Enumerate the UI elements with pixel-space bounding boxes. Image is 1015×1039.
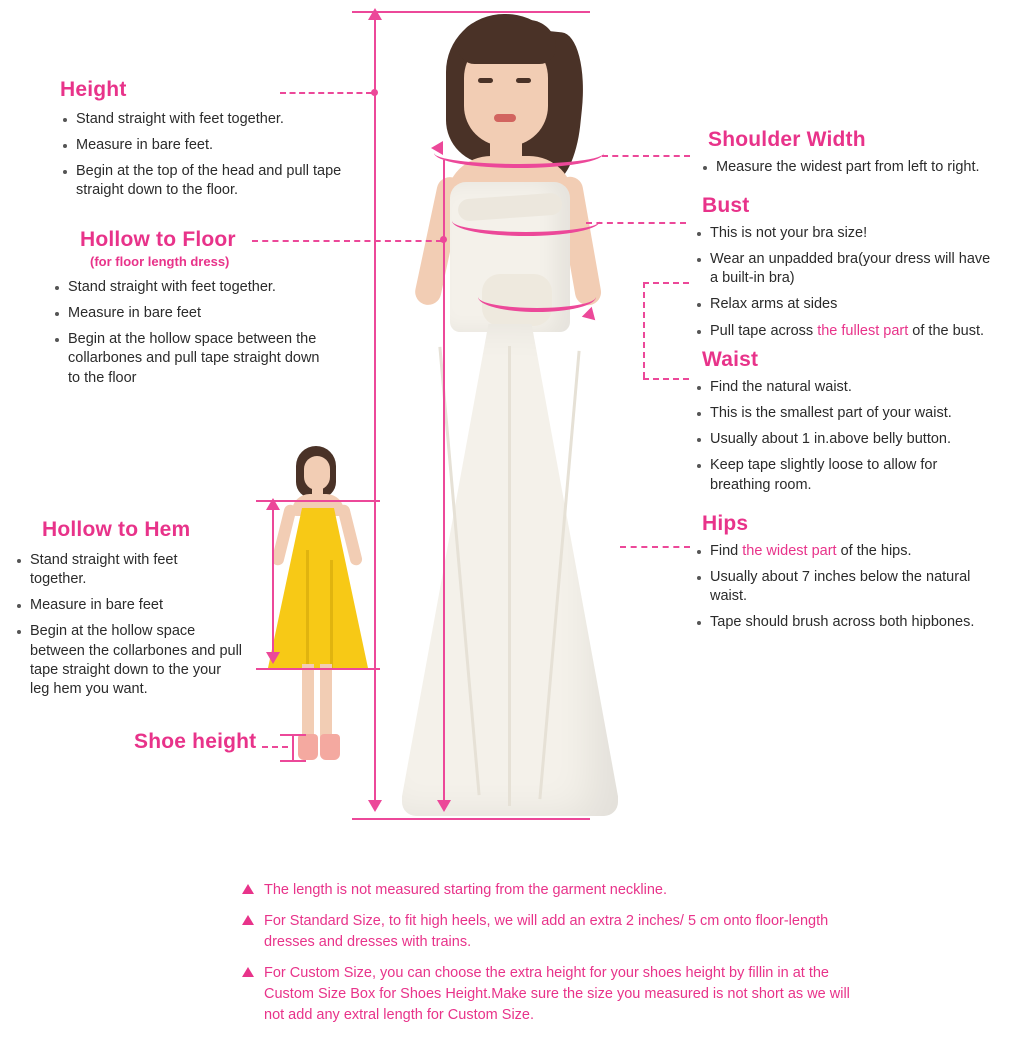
hollow-to-hem-bullets <box>14 551 264 699</box>
small-model-leg-left <box>302 664 314 738</box>
list-item: Begin at the top of the head and pull tape straight down to the floor. <box>60 162 360 200</box>
short-dress-model-figure <box>258 440 388 780</box>
bust-title: Bust <box>702 194 750 217</box>
hips-widest-pre: Find <box>710 543 743 559</box>
bust-fullest-pre: Pull tape across <box>710 322 818 339</box>
notes-section <box>242 880 862 1036</box>
small-model-dress-fold <box>330 560 333 668</box>
height-title: Height <box>60 78 127 101</box>
note-text: The length is not measured starting from the garment neckline. <box>264 882 667 898</box>
hollow-to-floor-bullets <box>52 278 348 388</box>
waist-leader-v <box>643 282 645 378</box>
list-item-hips-widest <box>694 542 1012 561</box>
height-section <box>60 78 360 208</box>
shoulder-width-band <box>434 138 604 168</box>
bride-model-figure <box>398 6 668 821</box>
hollow-to-hem-bottom-rule <box>256 668 380 670</box>
shoulder-leader <box>602 155 690 157</box>
small-model-dress-fold <box>306 550 309 668</box>
waist-bullets <box>694 378 1012 495</box>
bust-leader <box>586 222 686 224</box>
hips-leader <box>620 546 690 548</box>
small-model-shoe-right <box>320 734 340 760</box>
hips-bullets <box>694 542 1012 633</box>
hips-widest-highlight: the widest part <box>742 543 837 559</box>
list-item: Stand straight with feet together. <box>60 110 360 129</box>
warning-triangle-icon <box>242 967 254 977</box>
hips-widest-post: of the hips. <box>836 543 912 559</box>
list-item: Keep tape slightly loose to allow for breathing room. <box>694 456 980 494</box>
height-top-rule <box>352 11 590 13</box>
shoe-height-leader <box>262 746 288 748</box>
model-eye-left <box>478 78 493 83</box>
hollow-to-floor-subtitle: (for floor length dress) <box>90 254 230 269</box>
list-item: Stand straight with feet together. <box>14 551 212 589</box>
shoulder-width-bullets <box>700 158 1012 177</box>
model-eye-right <box>516 78 531 83</box>
waist-title: Waist <box>702 348 759 371</box>
list-item: Usually about 1 in.above belly button. <box>694 430 1012 449</box>
list-item: Stand straight with feet together. <box>52 278 348 297</box>
hips-section <box>694 512 1012 640</box>
hollow-to-floor-title: Hollow to Floor <box>80 228 236 251</box>
list-item: Usually about 7 inches below the natural waist. <box>694 568 1010 606</box>
warning-triangle-icon <box>242 884 254 894</box>
small-model-face <box>304 456 330 490</box>
note-text: For Custom Size, you can choose the extra height for your shoes height by fillin in at the Custom Size Box for Shoes Height.Make sure the size you measured is not short as we will not add any extral length for Custom Size. <box>264 965 850 1024</box>
list-item: Measure in bare feet <box>14 596 264 615</box>
list-item: Measure in bare feet <box>52 304 348 323</box>
list-item: Relax arms at sides <box>694 295 1012 314</box>
shoe-height-section <box>134 730 256 754</box>
list-item: Tape should brush across both hipbones. <box>694 613 1012 632</box>
hollow-to-hem-arrow-bottom <box>266 652 280 664</box>
list-item: Measure the widest part from left to right. <box>700 158 1012 177</box>
note-item <box>242 880 862 901</box>
hollow-to-floor-line <box>443 160 445 810</box>
height-measure-line <box>374 18 376 810</box>
height-bullets <box>60 110 360 201</box>
list-item: Measure in bare feet. <box>60 136 360 155</box>
bust-section <box>694 194 1012 348</box>
waist-leader-h2 <box>643 378 689 380</box>
shoe-height-rule <box>280 734 306 736</box>
list-item: Begin at the hollow space between the collarbones and pull tape straight down to the your leg hem you want. <box>14 622 242 699</box>
list-item-bust-fullest <box>694 322 1012 341</box>
shoulder-arrow-left <box>431 141 443 155</box>
shoe-height-rule-bottom <box>280 760 306 762</box>
shoulder-width-section <box>700 128 1012 184</box>
height-arrow-bottom <box>368 800 382 812</box>
shoulder-width-title: Shoulder Width <box>708 128 866 151</box>
hollow-to-hem-line <box>272 506 274 662</box>
list-item: Wear an unpadded bra(your dress will have a built-in bra) <box>694 250 1000 288</box>
bust-fullest-post: of the bust. <box>908 322 985 339</box>
small-model-shoe-left <box>298 734 318 760</box>
note-text: For Standard Size, to fit high heels, we will add an extra 2 inches/ 5 cm onto floor-length dresses and dresses with trains. <box>264 913 829 951</box>
hollow-to-hem-arrow-top <box>266 498 280 510</box>
bust-fullest-highlight: the fullest part <box>817 322 909 339</box>
hollow-to-floor-arrow <box>437 800 451 812</box>
model-fringe <box>458 20 556 64</box>
waist-leader-h <box>643 282 689 284</box>
model-skirt-pleat <box>508 346 511 806</box>
list-item: This is the smallest part of your waist. <box>694 404 1012 423</box>
height-arrow-top <box>368 8 382 20</box>
model-lips <box>494 114 516 122</box>
note-item <box>242 963 862 1026</box>
bust-band <box>452 206 600 236</box>
height-bottom-rule <box>352 818 590 820</box>
bust-bullets <box>694 224 1012 341</box>
warning-triangle-icon <box>242 915 254 925</box>
waist-band <box>478 282 596 312</box>
list-item: This is not your bra size! <box>694 224 1012 243</box>
shoe-height-title: Shoe height <box>134 730 257 753</box>
hollow-to-hem-title: Hollow to Hem <box>42 518 191 541</box>
hips-title: Hips <box>702 512 749 535</box>
note-item <box>242 911 862 953</box>
height-point <box>371 89 378 96</box>
shoe-height-line <box>292 736 294 760</box>
list-item: Begin at the hollow space between the collarbones and pull tape straight down to the floor <box>52 330 330 387</box>
hollow-to-hem-section <box>14 518 264 706</box>
waist-section <box>694 348 1012 502</box>
small-model-leg-right <box>320 664 332 738</box>
list-item: Find the natural waist. <box>694 378 1012 397</box>
hollow-to-floor-section <box>48 228 348 395</box>
